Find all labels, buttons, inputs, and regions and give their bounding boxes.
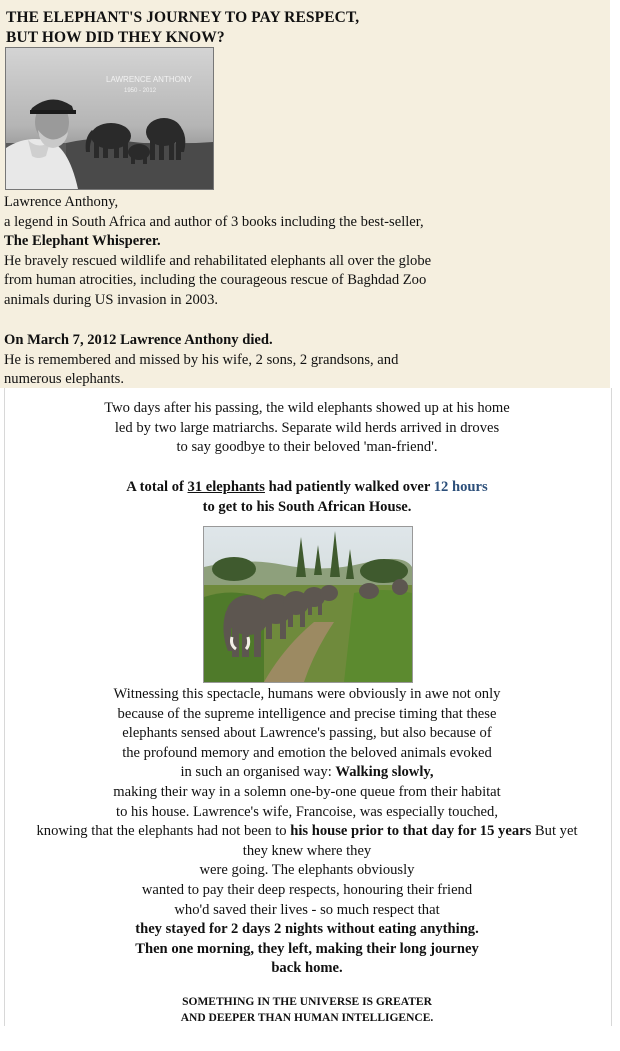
witness-line: in such an organised way:	[180, 764, 336, 781]
elephant-count: 31 elephants	[187, 479, 265, 495]
witness-line: they stayed for 2 days 2 nights without eating anything.	[135, 921, 479, 938]
closing-line: AND DEEPER THAN HUMAN INTELLIGENCE.	[180, 1012, 434, 1024]
arrival-line: Two days after his passing, the wild elephants showed up at his home	[104, 400, 510, 416]
witness-line: were going. The elephants obviously	[199, 862, 415, 879]
witness-line: wanted to pay their deep respects, honouring their friend	[141, 881, 473, 898]
witness-line: But yet	[531, 823, 578, 840]
witness-line: Then one morning, they left, making their long journey	[135, 940, 479, 957]
total-line-2: to get to his South African House.	[202, 498, 412, 515]
death-line: numerous elephants.	[4, 371, 124, 387]
witness-line: elephants sensed about Lawrence's passing, but also because of	[122, 725, 492, 742]
title-line-1: THE ELEPHANT'S JOURNEY TO PAY RESPECT,	[6, 9, 360, 26]
photo-caption-years: 1950 - 2012	[124, 88, 157, 94]
witness-line: they knew where they	[242, 842, 372, 859]
death-heading: On March 7, 2012 Lawrence Anthony died.	[4, 332, 273, 348]
bio-block	[4, 193, 544, 310]
witness-paragraph	[4, 685, 610, 979]
bio-line: animals during US invasion in 2003.	[4, 291, 219, 308]
witness-line: back home.	[271, 960, 343, 977]
book-title: The Elephant Whisperer.	[4, 233, 161, 249]
fifteen-years-phrase: his house prior to that day for 15 years	[290, 823, 532, 840]
elephant-herd-photo	[203, 526, 413, 683]
witness-line: the profound memory and emotion the beloved animals evoked	[122, 744, 492, 761]
witness-line: who'd saved their lives - so much respect that	[174, 901, 440, 918]
witness-line: knowing that the elephants had not been to	[36, 823, 291, 840]
total-mid: had patiently walked over	[264, 479, 434, 495]
arrival-line: led by two large matriarchs. Separate wild herds arrived in droves	[114, 419, 500, 436]
bio-name: Lawrence Anthony,	[4, 194, 119, 210]
bio-line: a legend in South Africa and author of 3 books including the best-seller,	[4, 213, 424, 230]
hours-value: 12 hours	[433, 479, 488, 495]
total-statement	[4, 478, 610, 517]
bio-line: He bravely rescued wildlife and rehabilitated elephants all over the globe	[4, 252, 432, 269]
witness-line: Witnessing this spectacle, humans were obviously in awe not only	[113, 686, 501, 702]
arrival-line: to say goodbye to their beloved 'man-friend'.	[176, 439, 438, 456]
closing-line: SOMETHING IN THE UNIVERSE IS GREATER	[182, 996, 432, 1008]
arrival-paragraph	[4, 399, 610, 458]
page-title	[6, 8, 359, 48]
witness-line: to his house. Lawrence's wife, Francoise, was especially touched,	[116, 803, 498, 820]
death-block	[4, 331, 544, 390]
witness-line: because of the supreme intelligence and precise timing that these	[117, 705, 497, 722]
witness-line: making their way in a solemn one-by-one queue from their habitat	[113, 783, 501, 800]
total-pre: A total of	[126, 479, 188, 495]
photo-caption-name: LAWRENCE ANTHONY	[106, 75, 192, 84]
closing-statement	[4, 994, 610, 1026]
bio-line: from human atrocities, including the courageous rescue of Baghdad Zoo	[4, 272, 427, 288]
lawrence-anthony-photo	[5, 47, 214, 190]
death-line: He is remembered and missed by his wife, 2 sons, 2 grandsons, and	[4, 351, 399, 368]
title-line-2: BUT HOW DID THEY KNOW?	[6, 29, 225, 46]
walking-slowly: Walking slowly,	[335, 764, 434, 781]
